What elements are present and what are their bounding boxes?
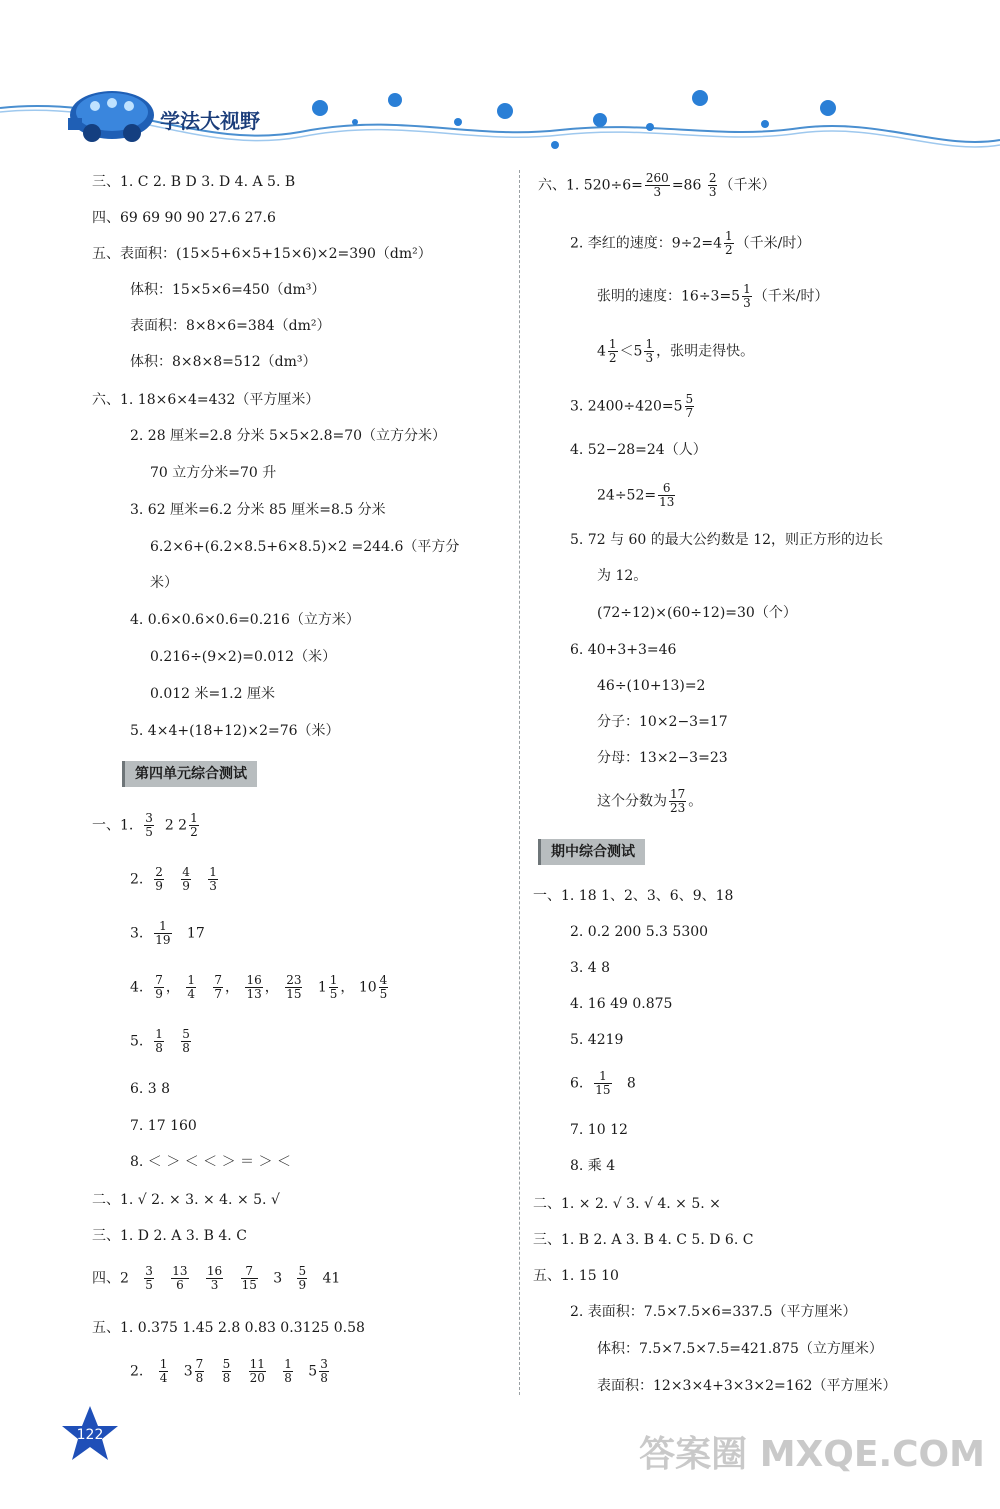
fraction: $\frac{3}{5}$ (145, 811, 153, 839)
answer-line: 5. 4×4+(18+12)×2=76（米） (130, 723, 340, 739)
answer-line: 4. 52−28=24（人） (570, 442, 707, 458)
answer-line: 6. 3 8 (130, 1081, 171, 1097)
answer-line: 2. $\frac{2}{9}$ $\frac{4}{9}$ $\frac{1}{3}$ (130, 865, 217, 893)
answer-line: 4. 0.6×0.6×0.6=0.216（立方米） (130, 612, 360, 628)
answer-line: 2. 0.2 200 5.3 5300 (570, 924, 709, 940)
answer-line: 表面积：12×3×4+3×3×2=162（平方厘米） (597, 1378, 897, 1394)
answer-line: 0.012 米=1.2 厘米 (150, 686, 275, 702)
answer-line: 4 $\frac{1}{2}$ ＜5 $\frac{1}{3}$ ，张明走得快。 (597, 337, 755, 365)
answer-line: (72÷12)×(60÷12)=30（个） (597, 605, 797, 621)
answer-line: 六、1. 520÷6= $\frac{260}{3}$ =86 $\frac{2}{3}$ （千米） (538, 171, 776, 199)
answer-line: 五、1. 15 10 (533, 1268, 619, 1284)
answer-line: 2. 表面积：7.5×7.5×6=337.5（平方厘米） (570, 1304, 857, 1320)
answer-line: 五、1. 0.375 1.45 2.8 0.83 0.3125 0.58 (92, 1320, 365, 1336)
answer-line: 3. $\frac{1}{19}$ 17 (130, 919, 205, 947)
watermark-logo (639, 1421, 990, 1501)
answer-line: 2. 28 厘米=2.8 分米 5×5×2.8=70（立方分米） (130, 428, 447, 444)
fraction: $\frac{1}{2}$ (190, 811, 198, 839)
answer-line: 一、1. 18 1、2、3、6、9、18 (533, 888, 734, 904)
answer-line: 70 立方分米=70 升 (150, 465, 277, 481)
header-banner (0, 0, 1000, 165)
answer-line: 5. 4219 (570, 1032, 624, 1048)
answer-line: 6.2×6+(6.2×8.5+6×8.5)×2 =244.6（平方分 (150, 539, 460, 555)
answer-line: 三、1. C 2. B D 3. D 4. A 5. B (92, 174, 296, 190)
answer-line: 体积：15×5×6=450（dm³） (130, 282, 326, 298)
answer-line: 0.216÷(9×2)=0.012（米） (150, 649, 337, 665)
svg-text:答案圈 MXQE.COM: 答案圈 MXQE.COM (639, 1434, 985, 1475)
snowflake-icon (312, 90, 836, 149)
answer-line: 4. 16 49 0.875 (570, 996, 673, 1012)
answer-line: 5. $\frac{1}{8}$ $\frac{5}{8}$ (130, 1027, 190, 1055)
answer-line: 米） (150, 575, 178, 591)
answer-line: 7. 10 12 (570, 1122, 628, 1138)
car-icon (68, 91, 154, 142)
answer-line: 8. ＜ ＞ ＜ ＜ ＞ ＝ ＞ ＜ (130, 1154, 291, 1170)
answer-line: 二、1. × 2. √ 3. √ 4. × 5. × (533, 1196, 721, 1212)
answer-line: 三、1. B 2. A 3. B 4. C 5. D 6. C (533, 1232, 754, 1248)
answer-line: 体积：8×8×8=512（dm³） (130, 354, 317, 370)
answer-line: 3. 62 厘米=6.2 分米 85 厘米=8.5 分米 (130, 502, 386, 518)
logo-text: 学法大视野 (160, 109, 260, 133)
answer-line: 四、2 $\frac{3}{5}$ $\frac{13}{6}$ $\frac{16}{3}$ $\frac{7}{15}$ 3 $\frac{5}{9}$ 41 (92, 1264, 341, 1292)
answer-line: 6. $\frac{1}{15}$ 8 (570, 1069, 636, 1097)
answer-line: 分子：10×2−3=17 (597, 714, 728, 730)
answer-line: 五、表面积：(15×5+6×5+15×6)×2=390（dm²） (92, 246, 432, 262)
column-divider (519, 170, 520, 1395)
answer-line: 7. 17 160 (130, 1118, 197, 1134)
answer-line: 为 12。 (597, 568, 648, 584)
answer-line: 24÷52= $\frac{6}{13}$ (597, 481, 675, 509)
answer-line: 这个分数为 $\frac{17}{23}$ 。 (597, 787, 703, 815)
answer-line: 三、1. D 2. A 3. B 4. C (92, 1228, 247, 1244)
section-title-unit4: 第四单元综合测试 (122, 761, 257, 787)
answer-line: 四、69 69 90 90 27.6 27.6 (92, 210, 276, 226)
answer-line: 张明的速度：16÷3=5 $\frac{1}{3}$ （千米/时） (597, 282, 829, 310)
answer-line: 体积：7.5×7.5×7.5=421.875（立方厘米） (597, 1341, 883, 1357)
answer-line: 二、1. √ 2. × 3. × 4. × 5. √ (92, 1192, 280, 1208)
answer-line: 3. 4 8 (570, 960, 611, 976)
answer-line: 8. 乘 4 (570, 1158, 616, 1174)
answer-line: 2. $\frac{1}{4}$ 3 $\frac{7}{8}$ $\frac{5}{8}$ $\frac{11}{20}$ $\frac{1}{8}$ 5 $\frac{3}{8}$ (130, 1357, 328, 1385)
answer-line: 表面积：8×8×6=384（dm²） (130, 318, 331, 334)
answer-line: 3. 2400÷420=5 $\frac{5}{7}$ (570, 392, 694, 420)
answer-line: 46÷(10+13)=2 (597, 678, 706, 694)
answer-line: 分母：13×2−3=23 (597, 750, 728, 766)
answer-line: 5. 72 与 60 的最大公约数是 12，则正方形的边长 (570, 532, 884, 548)
page-number-badge (60, 1404, 120, 1464)
answer-line: 2. 李红的速度：9÷2=4 $\frac{1}{2}$ （千米/时） (570, 229, 811, 257)
section-title-midterm: 期中综合测试 (538, 839, 645, 865)
answer-line: 一、1. $\frac{3}{5}$ 2 2 $\frac{1}{2}$ (92, 811, 198, 839)
answer-line: 6. 40+3+3=46 (570, 642, 677, 658)
answer-line: 六、1. 18×6×4=432（平方厘米） (92, 392, 320, 408)
page-number: 122 (76, 1427, 104, 1443)
answer-line: 4. $\frac{7}{9}$ ， $\frac{1}{4}$ $\frac{7}{7}$ ， $\frac{16}{13}$ ， $\frac{23}{15}$ 1 $\frac{1}{5}$ ， 10 $\frac{4}{5}$ (130, 973, 388, 1001)
